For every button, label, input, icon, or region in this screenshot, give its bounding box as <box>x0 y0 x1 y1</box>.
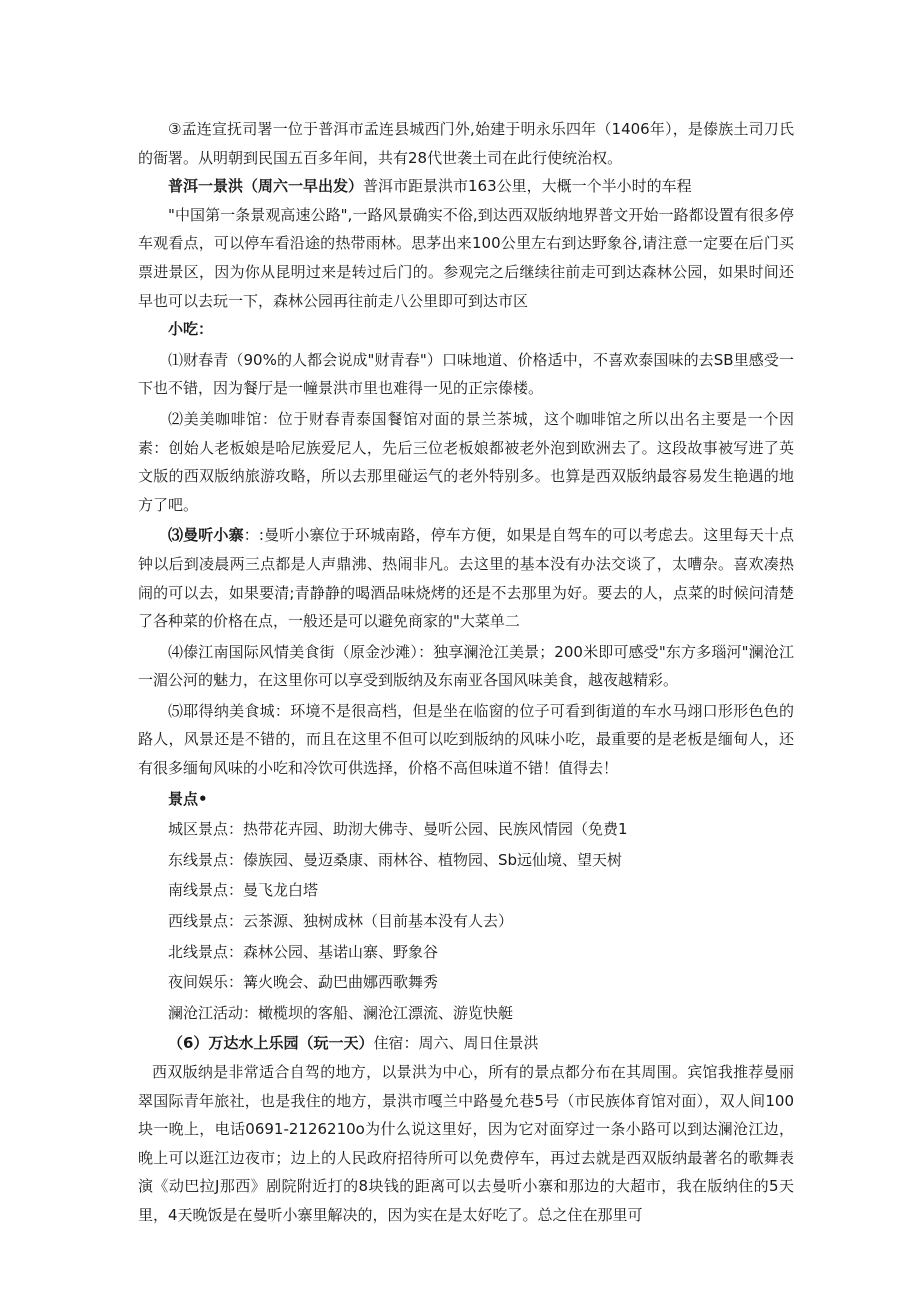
food-item-3 <box>138 521 794 635</box>
paragraph-xishuangbanna: 西双版纳是非常适合自驾的地方，以景洪为中心，所有的景点都分布在其周围。宾馆我推荐曼丽翠国际青年旅社，也是我住的地方，景洪市嘎兰中路曼允巷5号（市民族体育馆对面），双人间100块一晚上，电话0691-2126210o为什么说这里好，因为它对面穿过一条小路可以到达澜沧江边，晚上可以逛江边夜市；边上的人民政府招待所可以免费停车，再过去就是西双版纳最著名的歌舞表演《动巴拉J那西》剧院附近打的8块钱的距离可以去曼听小寨和那边的大超市，我在版纳住的5天里，4天晚饭是在曼听小寨里解决的，因为实在是太好吃了。总之住在那里可 <box>138 1063 794 1224</box>
spot-line: 澜沧江活动：橄榄坝的客船、澜沧江漂流、游览快艇 <box>168 1003 514 1022</box>
food-item-3-text: ：:曼听小寨位于环城南路，停车方便，如果是自驾车的可以考虑去。这里每天十点钟以后到凌晨两三点都是人声鼎沸、热闹非凡。去这里的基本没有办法交谈了，太嘈杂。喜欢凑热闹的可以去，如果要清;青静静的喝酒品味烧烤的还是不去那里为好。要去的人，点菜的时候问清楚了各种菜的价格在点，一般还是可以避免商家的"大菜单二 <box>138 526 794 631</box>
spot-line: 夜间娱乐：篝火晚会、勐巴曲娜西歌舞秀 <box>168 973 439 992</box>
paragraph-highway: "中国第一条景观高速公路",一路风景确实不俗,到达西双版纳地界普文开始一路都设置有很多停车观看点，可以停车看沿途的热带雨林。思茅出来100公里左右到达野象谷,请注意一定要在后门买票进景区，因为你从昆明过来是转过后门的。参观完之后继续往前走可到达森林公园，如果时间还早也可以去玩一下，森林公园再往前走八公里即可到达市区 <box>138 205 794 310</box>
section-6-text: 住宿：周六、周日住景洪 <box>373 1034 539 1053</box>
route-text: 普洱市距景洪市163公里，大概一个半小时的车程 <box>363 177 692 196</box>
document-body <box>138 115 794 1230</box>
route-heading: 普洱一景洪（周六一早出发） <box>168 177 364 196</box>
spot-line: 南线景点：曼飞龙白塔 <box>168 881 319 900</box>
section-6-heading: （6）万达水上乐园（玩一天） <box>168 1034 374 1053</box>
spot-line: 北线景点：森林公园、基诺山寨、野象谷 <box>168 942 439 961</box>
spot-line: 东线景点：傣族园、曼迈桑康、雨林谷、植物园、Sb远仙境、望天树 <box>168 850 623 869</box>
route-line <box>138 172 794 201</box>
spots-heading: 景点• <box>168 789 208 808</box>
section-6-line <box>138 1029 794 1058</box>
food-item-3-heading: ⑶曼听小寨 <box>168 526 244 545</box>
food-item-2: ⑵美美咖啡馆：位于财春青泰国餐馆对面的景兰茶城，这个咖啡馆之所以出名主要是一个因素：创始人老板娘是哈尼族爱尼人，先后三位老板娘都被老外泡到欧洲去了。这段故事被写进了英文版的西双版纳旅游攻略，所以去那里碰运气的老外特别多。也算是西双版纳最容易发生艳遇的地方了吧。 <box>138 409 794 514</box>
spot-line: 西线景点：云茶源、独树成林（目前基本没有人去） <box>168 912 514 931</box>
food-item-1: ⑴财春青（90%的人都会说成"财青春"）口味地道、价格适中，不喜欢泰国味的去SB里感受一下也不错，因为餐厅是一幢景洪市里也难得一见的正宗傣楼。 <box>138 350 794 398</box>
food-item-5: ⑸耶得纳美食城：环境不是很高档，但是坐在临窗的位子可看到街道的车水马翊口形形色色的路人，风景还是不错的，而且在这里不但可以吃到版纳的风味小吃，最重要的是老板是缅甸人，还有很多缅甸风味的小吃和冷饮可供选择，价格不高但味道不错！值得去！ <box>138 701 794 778</box>
paragraph-menglian: ③孟连宣抚司署一位于普洱市孟连县城西门外,始建于明永乐四年（1406年），是傣族土司刀氏的衙署。从明朝到民国五百多年间，共有28代世袭土司在此行使统治权。 <box>138 120 794 167</box>
food-item-4: ⑷傣江南国际风情美食街（原金沙滩）：独享澜沧江美景；200米即可感受"东方多瑙河"澜沧江一湄公河的魅力，在这里你可以享受到版纳及东南亚各国风味美食，越夜越精彩。 <box>138 642 794 690</box>
spot-line: 城区景点：热带花卉园、助沏大佛寺、曼听公园、民族风情园（免费1 <box>168 820 628 839</box>
food-heading: 小吃： <box>168 320 214 339</box>
